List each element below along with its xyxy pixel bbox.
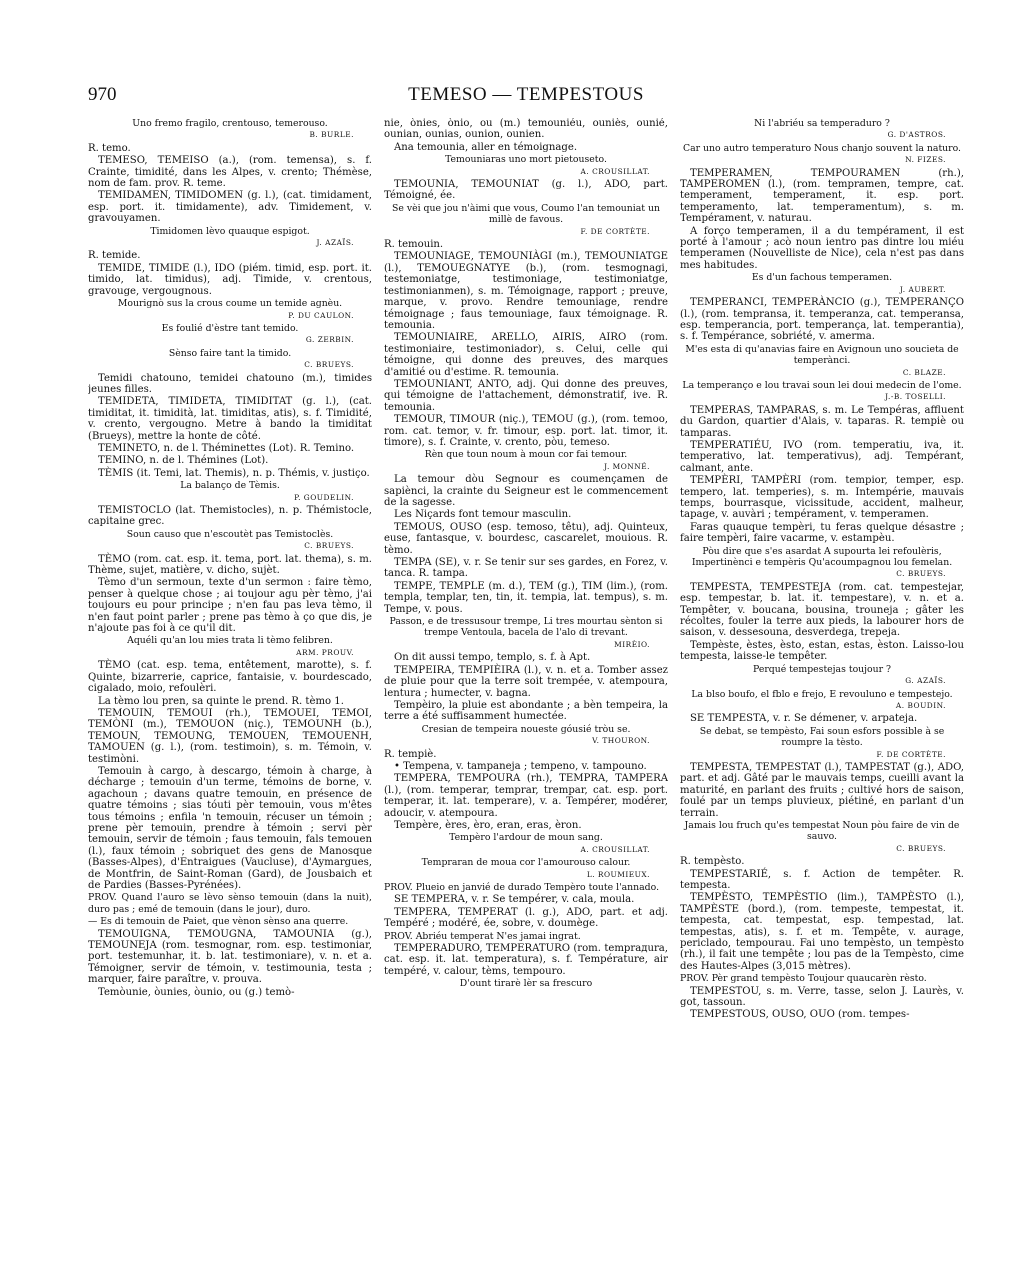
entry-text: TÈMIS (it. Temi, lat. Themis), n. p. Thémis, v. justiço. [98, 467, 370, 479]
citation: Es foulié d'èstre tant temido. [161, 322, 299, 334]
entry-text: Temouin à cargo, à descargo, témoin à charge, à décharge ; temouin d'un terme, témoins de borne, v. agachoun ; davans quatre temouin, en présence de quatre témoins ; sias tóuti pèr temouin, vous m'êtes tous témoins ; enfila 'n temouin, récuser un témoin ; prene pèr temouin, prendre à témoin ; servi pèr temouin, servir de témoin ; faus temouin, fals temouen (l.), faux témoin ; sobriquet des gens de Manosque (Basses-Alpes), d'Entraigues (Vaucluse), d'Aymargues, de Montfrin, de Saint-Roman (Gard), de Jousbaich et de Pardies (Basses-Pyrénées). [88, 765, 372, 891]
citation: Aquéli qu'an lou mies trata li tèmo felibren. [127, 635, 333, 647]
citation: Se debat, se tempèsto, Fai soun esfors possible à se roumpre la tèsto. [699, 725, 945, 749]
entry-text: La tèmo lou pren, sa quinte le prend. R. tèmo 1. [98, 695, 344, 707]
entry-text: Tempèste, èstes, èsto, estan, estas, èston. Laisso-lou tempesta, laisse-le tempêter. [680, 639, 964, 663]
entry-text: TEMPA (SE), v. r. Se tenir sur ses gardes, en Forez, v. tanca. R. tampa. [384, 557, 668, 580]
proverb: PROV. Abriéu temperat N'es jamai ingrat. [384, 930, 581, 942]
entry-text: TEMPERATIÉU, IVO (rom. temperatiu, iva, it. temperativo, lat. temperativus), adj. Tempérant, calmant, ante. [680, 439, 964, 474]
citation: D'ount tirarè lèr sa frescuro [459, 978, 593, 990]
citation: Soun causo que n'escoutèt pas Temistoclès. [126, 528, 334, 540]
citation-author: A. CROUSILLAT. [580, 844, 650, 854]
entry-text: TEMPESTARIÉ, s. f. Action de tempêter. R. tempesta. [680, 868, 964, 891]
entry-text: TEMPERA, TEMPERAT (l. g.), ADO, part. et adj. Tempéré ; modéré, ée, sobre, v. doumège. [384, 906, 668, 930]
entry-text: TEMISTOCLO (lat. Themistocles), n. p. Thémistocle, capitaine grec. [88, 505, 372, 528]
page-number: 970 [88, 84, 117, 105]
entry-text: R. tempèsto. [680, 856, 745, 868]
citation: Uno fremo fragilo, crentouso, temerouso. [132, 118, 328, 129]
column-right [680, 118, 964, 1280]
citation: M'es esta di qu'anavias faire en Avignoun uno soucieta de temperànci. [685, 343, 959, 367]
citation-author: MIRÈIO. [614, 639, 650, 649]
entry-text: Ana temounia, aller en témoignage. [394, 141, 578, 153]
citation-author: P. GOUDELIN. [294, 492, 354, 502]
entry-text: • Tempena, v. tampaneja ; tempeno, v. tampouno. [394, 760, 647, 772]
entry-text: TEMPERA, TEMPOURA (rh.), TEMPRA, TAMPERA (l.), (rom. temperar, temprar, trempar, cat. esp. port. temperar, it. lat. temperare), v. a. Tempérer, modérer, adoucir, v. atempoura. [384, 773, 668, 819]
entry-text: TEMOUIN, TEMOUI (rh.), TEMOUEI, TEMOI, TEMÒNI (m.), TEMOUON (niç.), TEMOUNH (b.), TEMOUN, TEMOUNG, TEMOUEN, TEMOUENH, TAMOUEN (g. l.), (rom. testimoin), s. m. Témoin, v. testimòni. [88, 707, 372, 765]
entry-text: TEMIDAMEN, TIMIDOMEN (g. l.), (cat. timidament, esp. port. it. timidamente), adv. Timidement, v. gravouyamen. [88, 190, 372, 225]
citation-author: J. MONNÉ. [604, 461, 650, 471]
citation-author: A. CROUSILLAT. [580, 166, 650, 176]
entry-text: TEMPESTOU, s. m. Verre, tasse, selon J. Laurès, v. got, tassoun. [680, 985, 964, 1009]
entry-text: TEMESO, TEMEISO (a.), (rom. temensa), s. f. Crainte, timidité, dans les Alpes, v. crento; Thémèse, nom de fam. prov. R. teme. [88, 155, 372, 190]
citation-author: F. DE CORTÈTE. [580, 226, 650, 236]
entry-text: TEMPESTA, TEMPESTEJA (rom. cat. tempestejar, esp. tempestar, b. lat. it. tempestare), v. n. et a. Tempêter, v. boucana, bousina, trouneja ; gâter les récoltes, fouler la terre aux pieds, la labourer hors de saison, v. dessesouna, desverdega, trepeja. [680, 581, 964, 639]
running-title: TEMESO — TEMPESTOUS [408, 84, 644, 105]
entry-text: Les Niçards font temour masculin. [394, 509, 572, 521]
citation: Ni l'abriéu sa temperaduro ? [754, 118, 890, 129]
entry-text: SE TEMPERA, v. r. Se tempérer, v. cala, moula. [394, 894, 635, 906]
entry-text: R. temide. [88, 250, 141, 262]
entry-text: TEMPERAS, TAMPARAS, s. m. Le Tempéras, affluent du Gardon, quartier d'Alais, v. taparas. R. tempiè ou tamparas. [680, 404, 964, 439]
citation-author: N. FIZES. [905, 155, 946, 165]
entry-text: R. temouin. [384, 239, 444, 251]
citation-author: V. THOURON. [592, 736, 650, 746]
column-middle [384, 118, 668, 1280]
citation: Tempèro l'ardour de moun sang. [449, 832, 603, 844]
entry-text: TEMOUNIA, TEMOUNIAT (g. l.), ADO, part. Témoigné, ée. [384, 179, 668, 202]
entry-text: TÈMO (cat. esp. tema, entêtement, marotte), s. f. Quinte, bizarrerie, caprice, fantaisie, v. bourdescado, cigalado, moio, refoulèri. [88, 660, 372, 695]
entry-text: Tempère, ères, èro, eran, eras, èron. [394, 819, 582, 831]
citation-author: C. BLAZE. [902, 367, 946, 377]
citation-author: C. BRUEYS. [304, 360, 354, 370]
citation-author: C. BRUEYS. [304, 541, 354, 551]
citation-author: G. ZERBIN. [305, 335, 354, 345]
citation: Rèn que toun noum à moun cor fai temour. [424, 449, 628, 461]
entry-text: TEMIDETA, TIMIDETA, TIMIDITAT (g. l.), (cat. timiditat, it. timidità, lat. timiditas, atis), s. f. Timidité, v. crento, vergougno. Metre à bando la timiditat (Brueys), mettre la honte de côté. [88, 396, 372, 442]
citation-author: ARM. PROUV. [296, 647, 354, 657]
entry-text: Tempèiro, la pluie est abondante ; a bèn tempeira, la terre a été suffisamment humectée. [384, 699, 668, 723]
entry-text: TEMOUNIAIRE, ARELLO, AIRIS, AIRO (rom. testimoniaire, testimoniador), s. Celui, celle qui témoigne, qui donne des preuves, des marques d'amitié ou d'estime. R. temounia. [384, 332, 668, 378]
citation-author: P. DU CAULON. [288, 310, 354, 320]
entry-text: TEMIDE, TIMIDE (l.), IDO (piém. timid, esp. port. it. timido, lat. timidus), adj. Timide, v. crentous, gravouge, vergougnous. [88, 262, 372, 297]
proverb: — Es di temouin de Paiet, que vènon sènso ana querre. [88, 916, 349, 928]
citation-author: J. AUBERT. [899, 284, 946, 294]
entry-text: TÈMO (rom. cat. esp. it. tema, port. lat. thema), s. m. Thème, sujet, matière, v. dicho, sujèt. [88, 553, 372, 577]
entry-text: TEMOUNIAGE, TEMOUNIÀGI (m.), TEMOUNIATGE (l.), TEMOUEGNATYE (b.), (rom. tesmognagi, testemoniatge, testimoniage, testimoniatge, testimonianmen), s. m. Témoignage, rapport ; preuve, marque, v. provo. Rendre temouniage, rendre témoignage ; faus temouniage, faux témoignage. R. temounia. [384, 251, 668, 331]
entry-text: La temour dòu Segnour es coumençamen de sapiènci, la crainte du Seigneur est le commencement de la sagesse. [384, 474, 668, 508]
entry-text: R. tempiè. [384, 748, 437, 760]
entry-text: On dit aussi tempo, templo, s. f. à Apt. [394, 652, 591, 664]
citation: La temperanço e lou travai soun lei doui medecin de l'ome. [682, 379, 962, 391]
citation: Car uno autro temperaturo Nous chanjo souvent la naturo. [682, 142, 961, 154]
citation-author: J.-B. TOSELLI. [885, 392, 946, 402]
entry-text: TEMOUS, OUSO (esp. temoso, têtu), adj. Quinteux, euse, fantasque, v. bourdesc, cascarelet, mouious. R. tèmo. [384, 521, 668, 556]
citation: Perqué tempestejas toujour ? [752, 663, 892, 675]
entry-text: TEMPERAMEN, TEMPOURAMEN (rh.), TAMPEROMEN (l.), (rom. tempramen, tempre, cat. temperament, temperament, it. esp. port. temperamento, lat. temperamentum), s. m. Tempérament, v. naturau. [680, 167, 964, 225]
entry-text: TEMPERADURO, TEMPERATURO (rom. temprадura, cat. esp. it. lat. temperatura), s. f. Température, air tempéré, v. calour, tèms, tempouro. [384, 943, 668, 977]
entry-text: Faras quauque tempèri, tu feras quelque désastre ; faire tempèri, faire vacarme, v. estampèu. [680, 521, 964, 545]
citation: La balanço de Tèmis. [180, 480, 280, 492]
proverb: PROV. Pèr grand tempèsto Toujour quaucarèn rèsto. [680, 973, 927, 985]
entry-text: nie, ònies, ònio, ou (m.) temouniéu, ouniès, ounié, ounian, ounias, ounion, ounien. [384, 118, 668, 141]
citation: Passon, e de tressusour trempe, Li tres mourtau sènton si trempe Ventoula, bacela de l'alo di trevant. [389, 616, 663, 639]
entry-text: TEMPERANCI, TEMPERÀNCIO (g.), TEMPERANÇO (l.), (rom. tempransa, it. temperanza, cat. temperansa, esp. temperancia, port. temperança, lat. temperantia), s. f. Tempérance, sobriété, v. amerma. [680, 297, 964, 343]
citation-author: J. AZAÏS. [316, 238, 354, 248]
citation: Tempraran de moua cor l'amourouso calour. [421, 857, 631, 869]
proverb: PROV. Quand l'auro se lèvo sènso temouin (dans la nuit), duro pas ; emé de temouin (dans le jour), duro. [88, 892, 372, 915]
citation-author: B. BURLE. [309, 130, 354, 140]
citation: Cresian de tempeira noueste góusié tròu se. [421, 723, 631, 735]
citation: Timidomen lèvo quauque espigot. [150, 225, 310, 237]
column-left [88, 118, 372, 1280]
citation-author: L. ROUMIEUX. [586, 869, 650, 879]
entry-text: TEMOUR, TIMOUR (niç.), TEMOU (g.), (rom. temoo, rom. cat. temor, v. fr. timour, esp. port. lat. timor, it. timore), s. f. Crainte, v. crento, pòu, temeso. [384, 414, 668, 448]
citation: Mourignò sus la crous coume un temide agnèu. [117, 298, 343, 310]
page-header [88, 84, 964, 108]
citation-author: G. AZAÏS. [905, 676, 946, 686]
entry-text: Tèmo d'un sermoun, texte d'un sermon : faire tèmo, penser à quelque chose ; ai toujour agu pèr tèmo, j'ai toujours eu pour principe ; n'en fau pas leva tèmo, il n'en faut point parler ; prene pas tèmo à ço que dis, je n'ajoute pas foi à ce qu'il dit. [88, 577, 372, 635]
entry-text: SE TEMPESTA, v. r. Se démener, v. arpateja. [690, 713, 918, 725]
citation: La blso boufo, el fblo e frejo, E revouluno e tempestejo. [691, 688, 953, 700]
citation-author: G. D'ASTROS. [887, 130, 946, 140]
citation: Jamais lou fruch qu'es tempestat Noun pòu faire de vin de sauvo. [684, 819, 960, 843]
columns [88, 118, 964, 1280]
entry-text: TEMOUNIANT, ANTO, adj. Qui donne des preuves, qui témoigne de l'attachement, démonstratif, ive. R. temounia. [384, 378, 668, 413]
citation-author: C. BRUEYS. [896, 569, 946, 579]
entry-text: TEMPESTA, TEMPESTAT (l.), TAMPESTAT (g.), ADO, part. et adj. Gâté par le mauvais temps, cueilli avant la maturité, en parlant des fruits ; cultivé hors de saison, foulé par un temps pluvieux, piétiné, en parlant d'un terrain. [680, 761, 964, 819]
citation-author: A. BOUDIN. [895, 700, 946, 710]
entry-text: TEMOUIGNA, TEMOUGNA, TAMOUNIA (g.), TEMOUNEJA (rom. tesmognar, rom. esp. testimoniar, port. testemunhar, it. b. lat. testimoniare), v. n. et a. Témoigner, servir de témoin, v. testimounia, testa ; marquer, faire paraître, v. prouva. [88, 928, 372, 986]
entry-text: TEMINO, n. de l. Thémines (Lot). [98, 455, 269, 467]
entry-text: TEMPESTOUS, OUSO, OUO (rom. tempes- [690, 1009, 910, 1021]
entry-text: TEMPÈRI, TAMPÈRI (rom. tempior, temper, esp. tempero, lat. temperies), s. m. Intempérie, mauvais temps, bourrasque, vicissitude, accident, malheur, tapage, v. auvàri ; tempérament, v. temperamen. [680, 475, 964, 521]
citation: Se vèi que jou n'àimi que vous, Coumo l'an temouniat un millè de favous. [392, 202, 660, 226]
entry-text: A forço temperamen, il a du tempérament, il est porté à l'amour ; acò noun ientro pas dintre lou miéu temperamen (Nouvelliste de Nice), cela n'est pas dans mes habitudes. [680, 225, 964, 271]
entry-text: Temidi chatouno, temidei chatouno (m.), timides jeunes filles. [88, 372, 372, 395]
proverb: PROV. Plueio en janvié de durado Tempèro toute l'annado. [384, 882, 660, 893]
citation: Sènso faire tant la timido. [168, 347, 292, 359]
citation: Pòu dire que s'es asardat A supourta lei refoulèris, Impertinènci e tempèris Qu'acoumpagnou lou femelan. [691, 545, 953, 569]
entry-text: TEMPE, TEMPLE (m. d.), TEM (g.), TIM (lim.), (rom. templa, templar, ten, tin, it. tempia, lat. tempus), s. m. Tempe, v. pous. [384, 580, 668, 615]
entry-text: TEMPEIRA, TEMPIÈIRA (l.), v. n. et a. Tomber assez de pluie pour que la terre soit trempée, v. atempoura, lentura ; humecter, v. bagna. [384, 664, 668, 699]
entry-text: TEMPÈSTO, TEMPÈSTIO (lim.), TAMPÈSTO (l.), TAMPÈSTE (bord.), (rom. tempeste, tempestat, it. tempesta, cat. tempestat, esp. tempestad, lat. tempestas, atis), s. f. et m. Tempête, v. aurage, pericladо, tempourau. Fai uno tempèsto, un tempèsto (rh.), il fait une tempête ; lou pas de la Tempèsto, cime des Hautes-Alpes (3,015 mètres). [680, 892, 964, 972]
citation: Es d'un fachous temperamen. [751, 272, 893, 284]
citation-author: C. BRUEYS. [896, 843, 946, 853]
citation-author: F. DE CORTÈTE. [876, 749, 946, 759]
entry-text: TEMINETO, n. de l. Théminettes (Lot). R. Temino. [98, 442, 355, 454]
citation: Temouniaras uno mort pietouseto. [445, 154, 607, 166]
entry-text: R. temo. [88, 142, 131, 154]
entry-text: Temòunie, òunies, òunio, ou (g.) temò- [98, 986, 295, 998]
